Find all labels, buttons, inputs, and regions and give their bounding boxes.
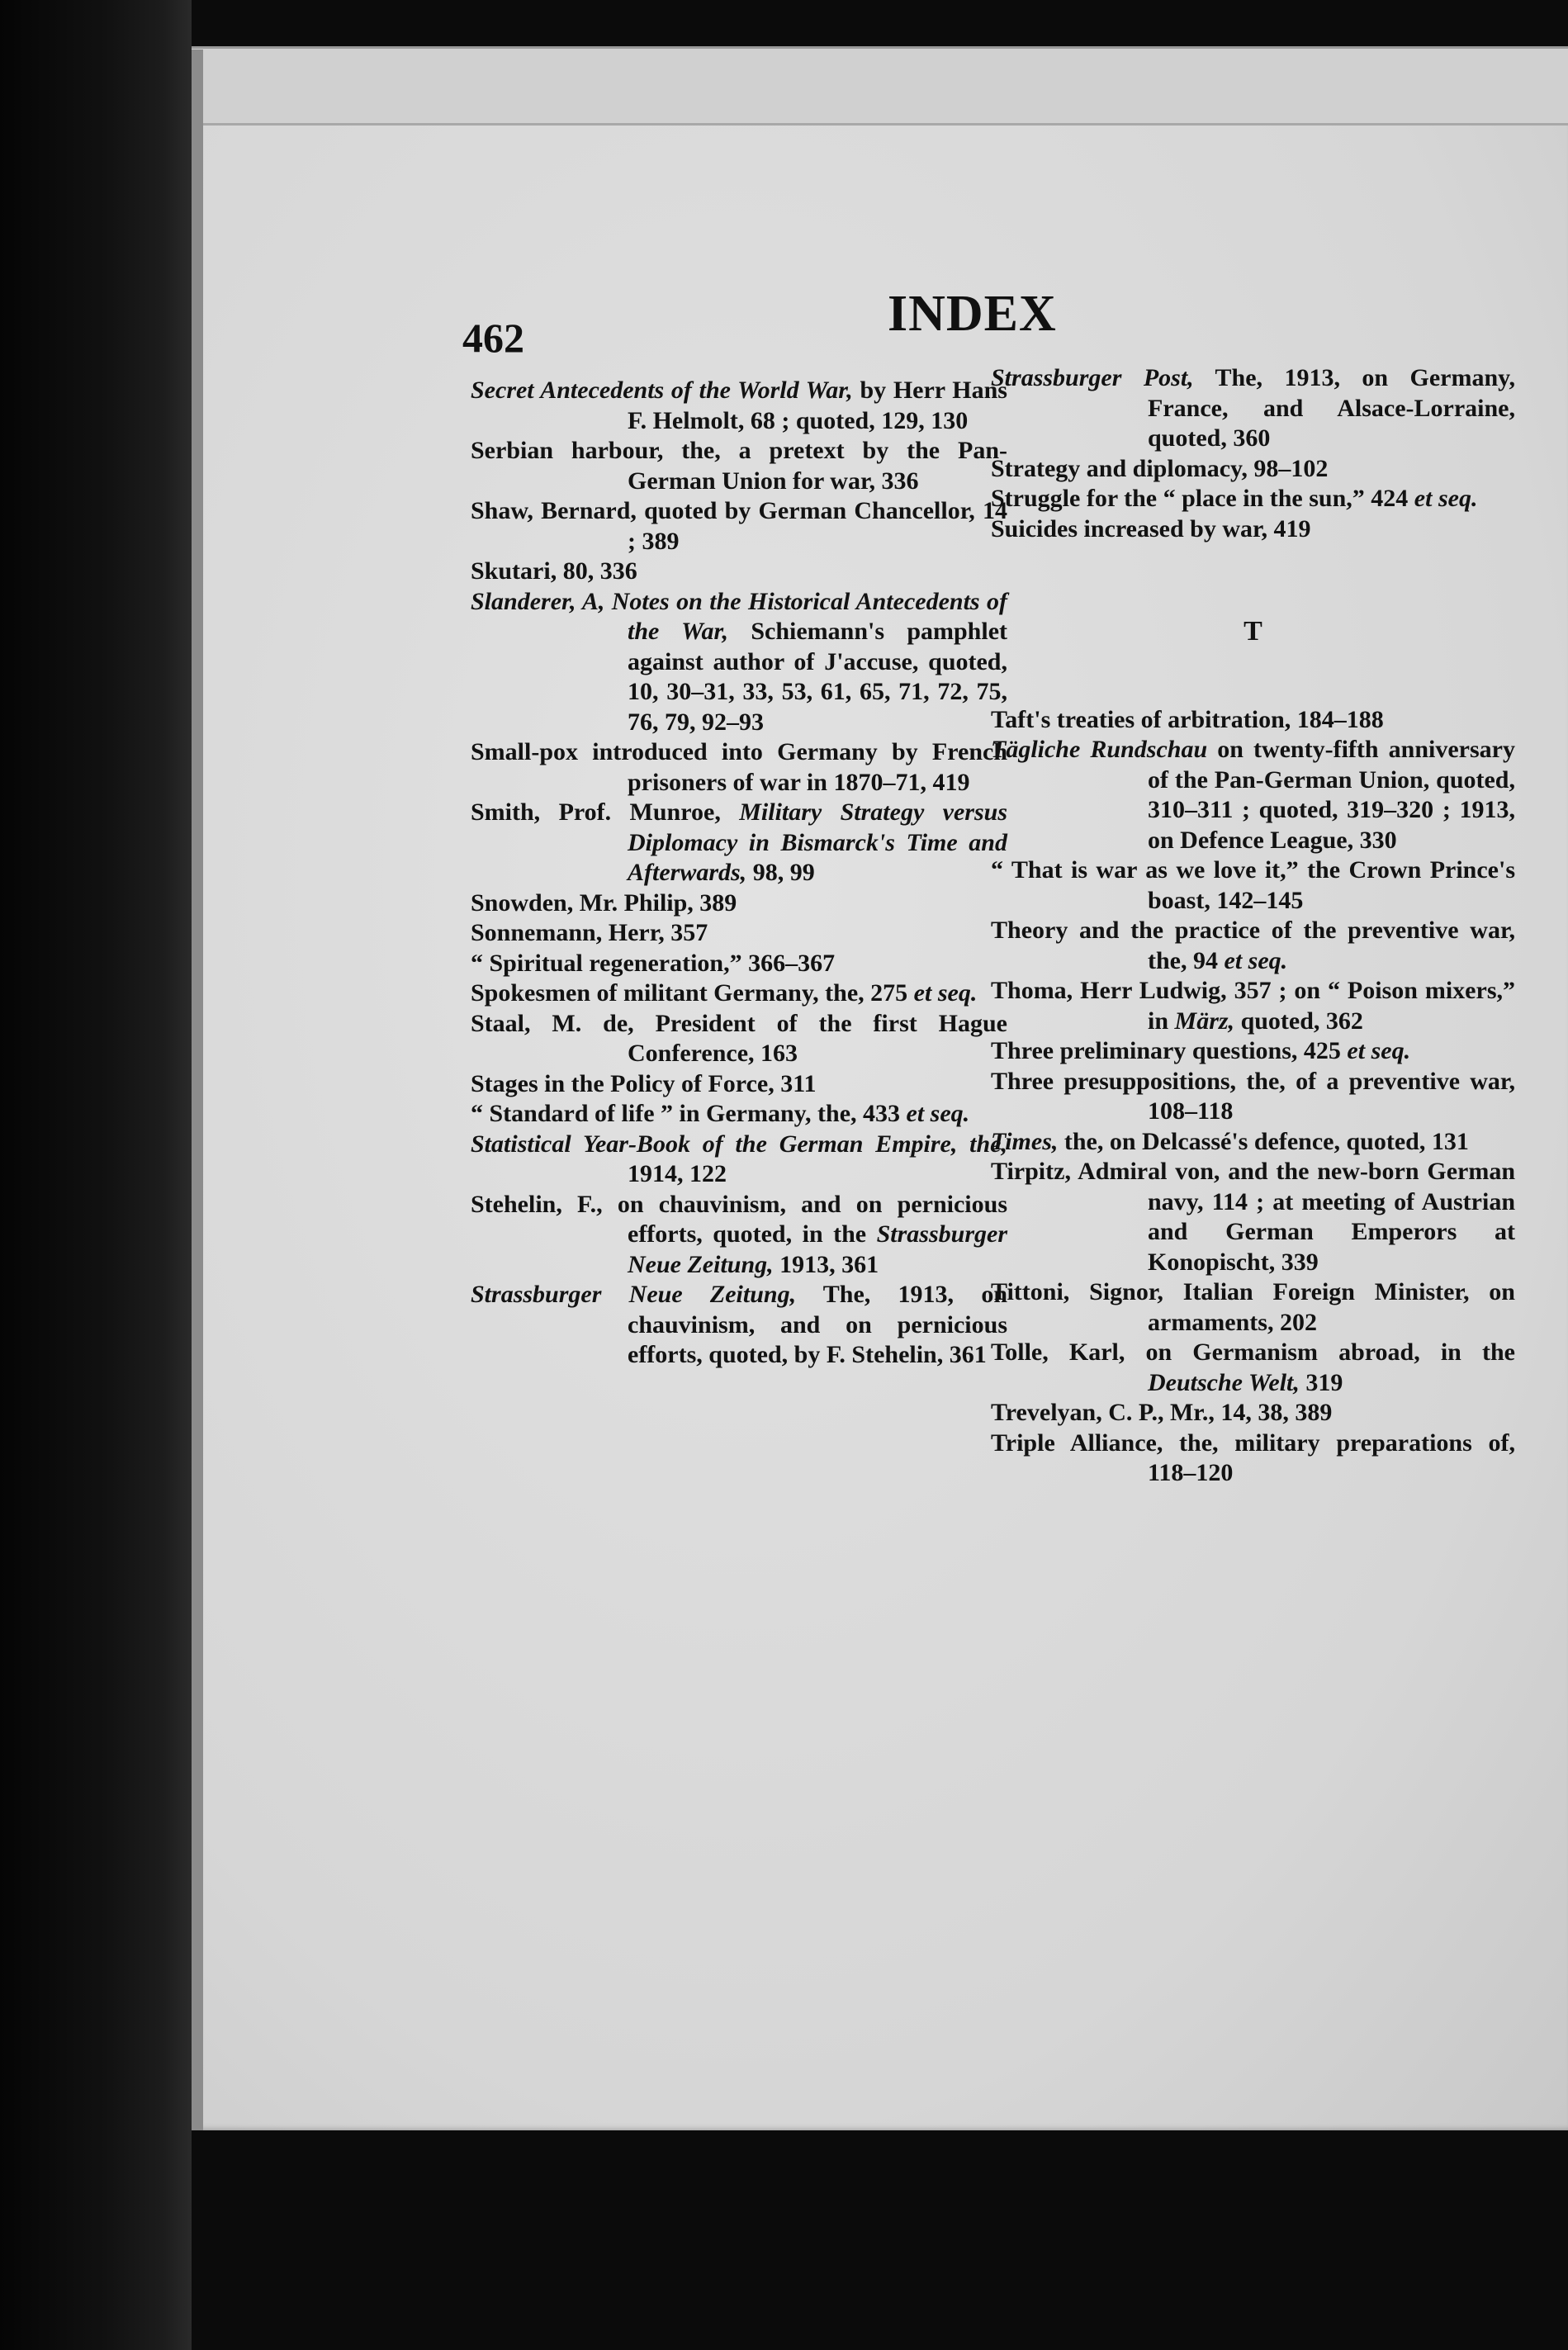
- section-letter: T: [1244, 616, 1262, 647]
- index-entry: Suicides increased by war, 419: [991, 514, 1311, 542]
- index-entry: Strassburger Neue Zeitung, The, 1913, on chauvinism, and on pernicious efforts, quoted, by F. Stehelin, 361: [471, 1281, 1007, 1368]
- index-entry: Snowden, Mr. Philip, 389: [471, 888, 737, 917]
- index-entry: Strassburger Post, The, 1913, on Germany, France, and Alsace-Lorraine, quoted, 360: [991, 364, 1515, 452]
- index-entry: “ That is war as we love it,” the Crown Prince's boast, 142–145: [991, 856, 1515, 914]
- index-column-right: [991, 363, 1515, 1489]
- index-entry: Taft's treaties of arbitration, 184–188: [991, 705, 1384, 733]
- index-entry: Strategy and diplomacy, 98–102: [991, 454, 1329, 482]
- index-entry: Slanderer, A, Notes on the Historical Antecedents of the War, Schiemann's pamphlet against author of J'accuse, quoted, 10, 30–31, 33, 53, 61, 65, 71, 72, 75, 76, 79, 92–93: [471, 587, 1007, 736]
- index-entry: Secret Antecedents of the World War, by Herr Hans F. Helmolt, 68 ; quoted, 129, 130: [471, 377, 1007, 434]
- page-binding-edge: [192, 50, 203, 2130]
- index-entry: Small-pox introduced into Germany by French prisoners of war in 1870–71, 419: [471, 738, 1007, 796]
- index-entry: Tirpitz, Admiral von, and the new-born German navy, 114 ; at meeting of Austrian and German Emperors at Konopischt, 339: [991, 1158, 1515, 1276]
- scan-dark-margin: [0, 0, 192, 2350]
- index-entry: Serbian harbour, the, a pretext by the Pan-German Union for war, 336: [471, 437, 1007, 495]
- page-top-edge: [192, 46, 1568, 126]
- index-entry: Spokesmen of militant Germany, the, 275 et seq.: [471, 979, 978, 1007]
- index-entry: Triple Alliance, the, military preparations of, 118–120: [991, 1428, 1515, 1486]
- index-entry: Tittoni, Signor, Italian Foreign Minister, on armaments, 202: [991, 1278, 1515, 1336]
- index-entry: Tägliche Rundschau on twenty-fifth anniversary of the Pan-German Union, quoted, 310–311 ; quoted, 319–320 ; 1913, on Defence League, 330: [991, 736, 1515, 854]
- index-entry: Thoma, Herr Ludwig, 357 ; on “ Poison mixers,” in März, quoted, 362: [991, 977, 1515, 1035]
- index-entry: Stehelin, F., on chauvinism, and on pernicious efforts, quoted, in the Strassburger Neue Zeitung, 1913, 361: [471, 1190, 1007, 1278]
- index-entry: “ Standard of life ” in Germany, the, 433 et seq.: [471, 1100, 970, 1127]
- index-entry: Tolle, Karl, on Germanism abroad, in the Deutsche Welt, 319: [991, 1338, 1515, 1396]
- index-entry: Theory and the practice of the preventive war, the, 94 et seq.: [991, 917, 1515, 974]
- index-entry: Sonnemann, Herr, 357: [471, 919, 708, 946]
- index-entry: Three presuppositions, the, of a preventive war, 108–118: [991, 1067, 1515, 1125]
- page-title: INDEX: [888, 286, 1057, 342]
- index-entry: “ Spiritual regeneration,” 366–367: [471, 949, 836, 977]
- page-number: 462: [462, 315, 524, 361]
- index-entry: Stages in the Policy of Force, 311: [471, 1069, 817, 1097]
- index-entry: Statistical Year-Book of the German Empire, the, 1914, 122: [471, 1130, 1007, 1187]
- index-entry: Skutari, 80, 336: [471, 557, 637, 585]
- index-entry: Times, the, on Delcassé's defence, quoted, 131: [991, 1127, 1469, 1155]
- index-column-left: [471, 376, 1007, 1371]
- index-entry: Three preliminary questions, 425 et seq.: [991, 1037, 1411, 1064]
- index-entry: Shaw, Bernard, quoted by German Chancellor, 14 ; 389: [471, 497, 1007, 555]
- index-entry: Smith, Prof. Munroe, Military Strategy versus Diplomacy in Bismarck's Time and Afterwards, 98, 99: [471, 798, 1007, 886]
- index-entry: Struggle for the “ place in the sun,” 424 et seq.: [991, 485, 1478, 512]
- index-entry: Trevelyan, C. P., Mr., 14, 38, 389: [991, 1399, 1333, 1426]
- index-entry: Staal, M. de, President of the first Hague Conference, 163: [471, 1009, 1007, 1067]
